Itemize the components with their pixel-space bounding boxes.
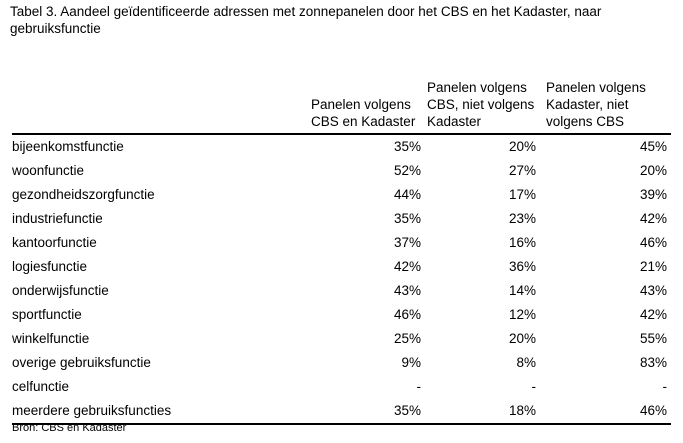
- table-cell: 16%: [508, 235, 536, 250]
- table-cell: 35%: [307, 399, 425, 424]
- table-cell: 42%: [639, 307, 667, 322]
- table-row: [12, 159, 671, 183]
- column-header-function: [12, 50, 307, 134]
- row-label: onderwijsfunctie: [12, 283, 109, 298]
- table-body: [12, 134, 671, 424]
- table-cell: 45%: [639, 139, 667, 154]
- table-cell: 35%: [393, 211, 421, 226]
- table-row: [12, 327, 671, 351]
- table-row: [12, 303, 671, 327]
- table-row: [12, 134, 671, 159]
- table-cell: 39%: [639, 187, 667, 202]
- row-label: bijeenkomstfunctie: [12, 139, 124, 154]
- table-caption: Tabel 3. Aandeel geïdentificeerde adressen met zonnepanelen door het CBS en het Kadaster, naar gebruiksfunctie: [10, 4, 602, 36]
- row-label: meerdere gebruiksfuncties: [12, 399, 307, 424]
- table-cell: 36%: [508, 259, 536, 274]
- table-cell: 46%: [393, 307, 421, 322]
- table-row: [12, 231, 671, 255]
- row-label: industriefunctie: [12, 211, 103, 226]
- table-row: [12, 399, 671, 424]
- table-cell: 43%: [393, 283, 421, 298]
- row-label: winkelfunctie: [12, 331, 90, 346]
- table-cell: -: [416, 379, 421, 394]
- table-row: [12, 375, 671, 399]
- table-row: [12, 279, 671, 303]
- table-cell: 20%: [508, 331, 536, 346]
- data-table: [12, 50, 671, 425]
- row-label: woonfunctie: [12, 163, 85, 178]
- table-cell: 52%: [393, 163, 421, 178]
- table-header-row: [12, 50, 671, 134]
- table-cell: 20%: [639, 163, 667, 178]
- table-cell: 23%: [508, 211, 536, 226]
- row-label: celfunctie: [12, 379, 70, 394]
- row-label: kantoorfunctie: [12, 235, 97, 250]
- row-label: overige gebruiksfunctie: [12, 355, 151, 370]
- table-cell: 17%: [508, 187, 536, 202]
- table-cell: 27%: [508, 163, 536, 178]
- table-cell: -: [662, 379, 667, 394]
- table-cell: 20%: [508, 139, 536, 154]
- table-cell: 42%: [393, 259, 421, 274]
- table-cell: 46%: [540, 399, 671, 424]
- table-cell: 44%: [393, 187, 421, 202]
- table-cell: 14%: [508, 283, 536, 298]
- table-cell: 83%: [639, 355, 667, 370]
- source-note: Bron: CBS en Kadaster: [12, 422, 127, 434]
- table-row: [12, 351, 671, 375]
- table-cell: 8%: [516, 355, 536, 370]
- table-row: [12, 255, 671, 279]
- table-cell: 25%: [393, 331, 421, 346]
- row-label: logiesfunctie: [12, 259, 88, 274]
- table-cell: 18%: [425, 399, 540, 424]
- table-cell: 37%: [393, 235, 421, 250]
- table-cell: 46%: [639, 235, 667, 250]
- table-cell: 35%: [393, 139, 421, 154]
- row-label: sportfunctie: [12, 307, 82, 322]
- table-cell: 55%: [639, 331, 667, 346]
- table-cell: 42%: [639, 211, 667, 226]
- table-cell: 43%: [639, 283, 667, 298]
- column-header-cbs-not-kadaster: Panelen volgens CBS, niet volgens Kadaster: [425, 50, 540, 134]
- table-cell: 12%: [508, 307, 536, 322]
- table-cell: -: [531, 379, 536, 394]
- table-row: [12, 207, 671, 231]
- table-cell: 21%: [639, 259, 667, 274]
- column-header-kadaster-not-cbs: Panelen volgens Kadaster, niet volgens CBS: [540, 50, 671, 134]
- table-row: [12, 183, 671, 207]
- column-header-cbs-and-kadaster: Panelen volgens CBS en Kadaster: [307, 50, 425, 134]
- row-label: gezondheidszorgfunctie: [12, 187, 155, 202]
- table-cell: 9%: [401, 355, 421, 370]
